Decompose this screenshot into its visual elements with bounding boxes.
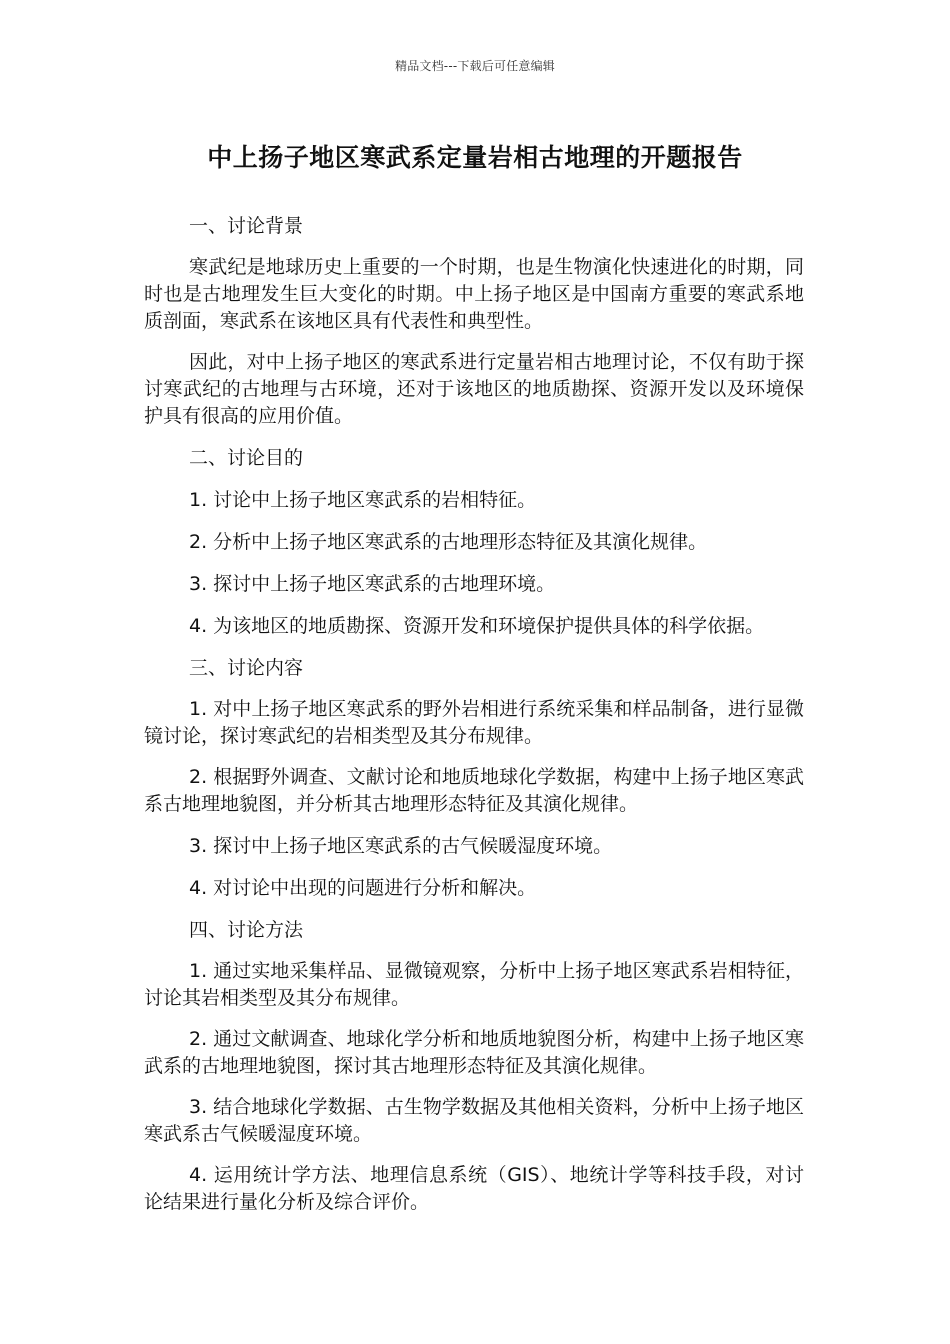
section-heading-methods: 四、讨论方法 [189,919,304,941]
section-heading-content: 三、讨论内容 [189,657,304,679]
content-item-4: 4. 对讨论中出现的问题进行分析和解决。 [189,877,537,899]
method-item-4: 4. 运用统计学方法、地理信息系统（GIS）、地统计学等科技手段，对讨论结果进行量化分析及综合评价。 [144,1164,804,1213]
document-title: 中上扬子地区寒武系定量岩相古地理的开题报告 [207,143,743,172]
content-item-2: 2. 根据野外调查、文献讨论和地质地球化学数据，构建中上扬子地区寒武系古地理地貌图，并分析其古地理形态特征及其演化规律。 [144,766,804,815]
method-item-1: 1. 通过实地采集样品、显微镜观察，分析中上扬子地区寒武系岩相特征，讨论其岩相类型及其分布规律。 [144,960,804,1009]
content-item-3: 3. 探讨中上扬子地区寒武系的古气候暖湿度环境。 [189,835,613,857]
objective-item-2: 2. 分析中上扬子地区寒武系的古地理形态特征及其演化规律。 [189,531,708,553]
method-item-3: 3. 结合地球化学数据、古生物学数据及其他相关资料，分析中上扬子地区寒武系古气候暖湿度环境。 [144,1096,804,1145]
content-item-1: 1. 对中上扬子地区寒武系的野外岩相进行系统采集和样品制备，进行显微镜讨论，探讨寒武纪的岩相类型及其分布规律。 [144,698,804,747]
objective-item-3: 3. 探讨中上扬子地区寒武系的古地理环境。 [189,573,556,595]
document-body [144,212,804,1230]
objective-item-1: 1. 讨论中上扬子地区寒武系的岩相特征。 [189,489,537,511]
section-heading-objectives: 二、讨论目的 [189,447,304,469]
method-item-2: 2. 通过文献调查、地球化学分析和地质地貌图分析，构建中上扬子地区寒武系的古地理地貌图，探讨其古地理形态特征及其演化规律。 [144,1028,804,1077]
objective-item-4: 4. 为该地区的地质勘探、资源开发和环境保护提供具体的科学依据。 [189,615,765,637]
background-paragraph-2: 因此，对中上扬子地区的寒武系进行定量岩相古地理讨论，不仅有助于探讨寒武纪的古地理与古环境，还对于该地区的地质勘探、资源开发以及环境保护具有很高的应用价值。 [144,351,804,427]
page-header-note: 精品文档---下载后可任意编辑 [395,59,555,73]
section-heading-background: 一、讨论背景 [189,215,304,237]
background-paragraph-1: 寒武纪是地球历史上重要的一个时期，也是生物演化快速进化的时期，同时也是古地理发生巨大变化的时期。中上扬子地区是中国南方重要的寒武系地质剖面，寒武系在该地区具有代表性和典型性。 [144,256,804,332]
